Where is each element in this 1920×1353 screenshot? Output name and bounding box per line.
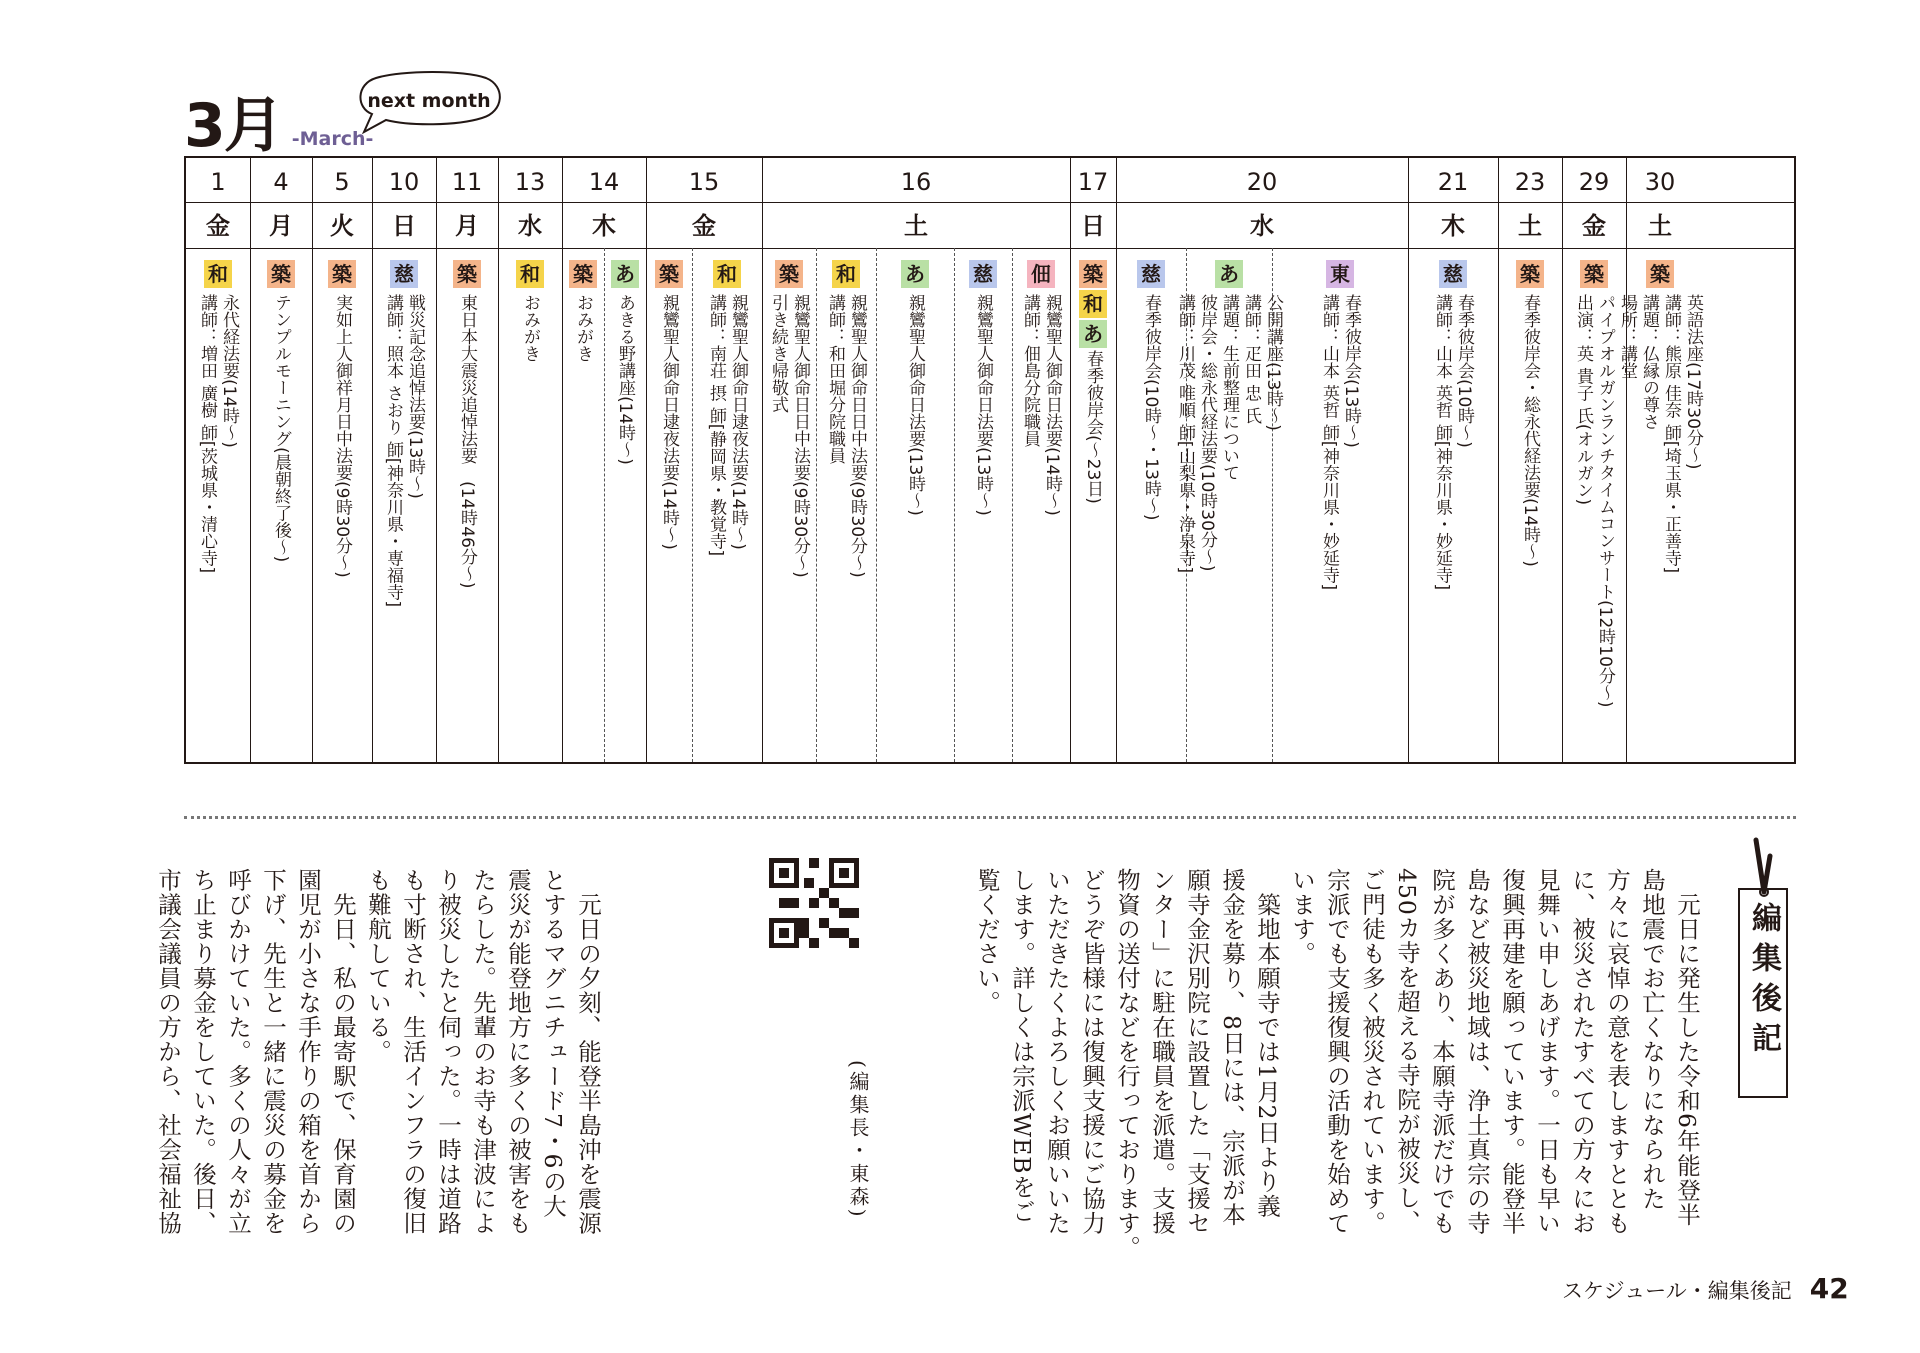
venue-badge: 和 [516, 260, 544, 288]
venue-badge: あ [901, 260, 929, 288]
venue-badge: 慈 [1137, 260, 1165, 288]
event-text: パイプオルガンランチタイムコンサート(12時10分～) 出演：英 貴子 氏(オルガン) [1573, 294, 1615, 708]
editorial-text-2: 元日の夕刻、能登半島沖を震源 とするマグニチュード7・6の大 震災が能登地方に多くの被害をも たらした。先輩のお寺も津波によ り被災したと伺った。一時は道路 も寸断され、生活インフラの復旧 も難航している。 先日、私の最寄駅で、保育園の 園児が小さな手作りの箱を首から 下げ、先生と一緒に震災の募金を 呼びかけていた。多くの人々が立 ち止まり募金をしていた。後日、 市議会議員の方から、社会福祉協 [154, 868, 602, 1236]
date-cell: 10 [388, 168, 420, 196]
column-divider [1116, 158, 1117, 762]
venue-badge: 和 [713, 260, 741, 288]
date-cell: 13 [514, 168, 546, 196]
date-cell: 23 [1514, 168, 1546, 196]
venue-badge: 築 [569, 260, 597, 288]
event-text: あきる野講座(14時～) [615, 294, 635, 465]
date-cell: 21 [1437, 168, 1469, 196]
footer-label: スケジュール・編集後記 [1562, 1279, 1792, 1303]
event-divider [604, 248, 605, 762]
column-divider [498, 158, 499, 762]
event-text: 春季彼岸会・総永代経法要(14時～) [1520, 294, 1540, 567]
venue-badge: 慈 [1439, 260, 1467, 288]
column-divider [762, 158, 763, 762]
event-text: 実如上人御祥月日中法要(9時30分～) [332, 294, 352, 578]
page-number: 42 [1809, 1272, 1849, 1305]
event-text: 春季彼岸会(10時～) 講師：山本 英哲 師[神奈川県・妙延寺] [1432, 294, 1474, 591]
venue-badge: 築 [1516, 260, 1544, 288]
event-divider [1012, 248, 1013, 762]
weekday-cell: 水 [1250, 212, 1274, 240]
event-text: 春季彼岸会(10時～・13時～) [1141, 294, 1161, 521]
event-divider [954, 248, 955, 762]
weekday-cell: 金 [206, 212, 230, 240]
weekday-cell: 木 [1441, 212, 1465, 240]
event-text: 公開講座(13時～) 講師：疋田 忠 氏 講題：生前整理について 彼岸会・総永代経法要(10時30分～) 講師：川茂 唯順 師[山梨県・浄泉寺] [1175, 294, 1283, 574]
column-divider [1562, 158, 1563, 762]
page-footer [1562, 1272, 1849, 1305]
column-divider [1070, 158, 1071, 762]
venue-badge: 築 [775, 260, 803, 288]
weekday-cell: 月 [455, 212, 479, 240]
month-title [184, 91, 374, 161]
event-text: 春季彼岸会(～23日) [1083, 350, 1103, 504]
weekday-cell: 土 [904, 212, 928, 240]
event-text: 英語法座(17時30分～) 講師：熊原 佳奈 師[埼玉県・正善寺] 講題：仏縁の尊さ 場所：講堂 [1617, 294, 1703, 574]
event-text: 親鸞聖人御命日逮夜法要(14時～) 講師：南荘 摂 師[静岡県・教覚寺] [706, 294, 748, 557]
date-cell: 4 [273, 168, 289, 196]
event-text: 永代経法要(14時～) 講師：増田 廣樹 師[茨城県・清心寺] [197, 294, 239, 574]
header-divider [186, 248, 1794, 249]
date-cell: 15 [688, 168, 720, 196]
weekday-cell: 金 [692, 212, 716, 240]
bookmark-ribbon-icon [1744, 836, 1784, 906]
event-text: テンプルモーニング(晨朝終了後～) [271, 294, 291, 563]
venue-badge: 佃 [1027, 260, 1055, 288]
venue-badge: 築 [1580, 260, 1608, 288]
event-text: 親鸞聖人御命日法要(14時～) 講師：佃島分院職員 [1020, 294, 1062, 516]
venue-badge: 築 [1646, 260, 1674, 288]
column-divider [436, 158, 437, 762]
event-divider [816, 248, 817, 762]
date-cell: 14 [588, 168, 620, 196]
event-text: 親鸞聖人御命日法要(13時～) [905, 294, 925, 516]
date-cell: 5 [334, 168, 350, 196]
month-number: 3月 [184, 91, 282, 161]
event-text: 親鸞聖人御命日日中法要(9時30分～) 講師：和田堀分院職員 [825, 294, 867, 578]
column-divider [562, 158, 563, 762]
next-month-bubble [352, 70, 506, 134]
event-text: 春季彼岸会(13時～) 講師：山本 英哲 師[神奈川県・妙延寺] [1319, 294, 1361, 591]
editorial-heading: 編集後記 [1746, 902, 1781, 1062]
venue-badge: あ [1215, 260, 1243, 288]
venue-badge: 築 [328, 260, 356, 288]
weekday-cell: 木 [592, 212, 616, 240]
weekday-cell: 土 [1648, 212, 1672, 240]
date-cell: 20 [1246, 168, 1278, 196]
column-divider [646, 158, 647, 762]
date-cell: 11 [451, 168, 483, 196]
date-cell: 30 [1644, 168, 1676, 196]
weekday-cell: 水 [518, 212, 542, 240]
column-divider [250, 158, 251, 762]
date-cell: 16 [900, 168, 932, 196]
event-text: 親鸞聖人御命日逮夜法要(14時～) [659, 294, 679, 550]
weekday-cell: 火 [330, 212, 354, 240]
month-english: -March- [291, 128, 374, 150]
event-text: 親鸞聖人御命日法要(13時～) [973, 294, 993, 516]
editorial-text-1: 元日に発生した令和6年能登半 島地震でお亡くなりになられた 方々に哀悼の意を表しますととも に、被災されたすべての方々にお 見舞い申しあげます。一日も早い 復興再建を願っています。能登半 島など被災地域は、浄土真宗の寺 院が多くあり、本願寺派だけでも 450カ寺を超える寺院が被災し、 ご門徒も多く被災されています。 宗派でも支援復興の活動を始めて います。 築地本願寺では1月2日より義 援金を募り、8日には、宗派が本 願寺金沢別院に設置した「支援セ ンター」に駐在職員を派遣。支援 物資の送付などを行っております。 どうぞ皆様には復興支援にご協力 いただきたくよろしくお願いいた します。詳しくは宗派WEBをご 覧ください。 [973, 868, 1701, 1260]
venue-badge: 築 [453, 260, 481, 288]
event-divider [876, 248, 877, 762]
date-cell: 1 [210, 168, 226, 196]
editorial-heading-box [1738, 888, 1788, 1098]
weekday-cell: 土 [1518, 212, 1542, 240]
venue-badge: 築 [655, 260, 683, 288]
weekday-cell: 金 [1582, 212, 1606, 240]
weekday-cell: 日 [1081, 212, 1105, 240]
venue-badge: あ [611, 260, 639, 288]
weekday-cell: 月 [269, 212, 293, 240]
schedule-table [184, 156, 1796, 764]
column-divider [1498, 158, 1499, 762]
venue-badge: 慈 [969, 260, 997, 288]
date-cell: 17 [1077, 168, 1109, 196]
event-text: 親鸞聖人御命日日中法要(9時30分～) 引き続き帰敬式 [768, 294, 810, 578]
venue-badge: 和 [204, 260, 232, 288]
editorial-signature: (編集長・東森) [846, 1060, 870, 1220]
section-divider [184, 816, 1796, 819]
venue-badge: 築 [267, 260, 295, 288]
venue-badge: 和 [832, 260, 860, 288]
event-text: おみがき [520, 294, 540, 362]
column-divider [1408, 158, 1409, 762]
weekday-cell: 日 [392, 212, 416, 240]
event-text: 東日本大震災追悼法要 (14時46分～) [457, 294, 477, 589]
event-divider [692, 248, 693, 762]
column-divider [372, 158, 373, 762]
bubble-label: next month [367, 90, 491, 112]
venue-badge: 東 [1326, 260, 1354, 288]
qr-code-icon [769, 858, 859, 948]
date-cell: 29 [1578, 168, 1610, 196]
venue-badge: 慈 [390, 260, 418, 288]
header-divider [186, 202, 1794, 203]
venue-badge: 和 [1079, 290, 1107, 318]
event-text: 戦災記念追悼法要(13時～) 講師：照本 さおり 師[神奈川県・専福寺] [383, 294, 425, 608]
venue-badge: 築 [1079, 260, 1107, 288]
column-divider [312, 158, 313, 762]
venue-badge: あ [1079, 320, 1107, 348]
event-text: おみがき [573, 294, 593, 362]
